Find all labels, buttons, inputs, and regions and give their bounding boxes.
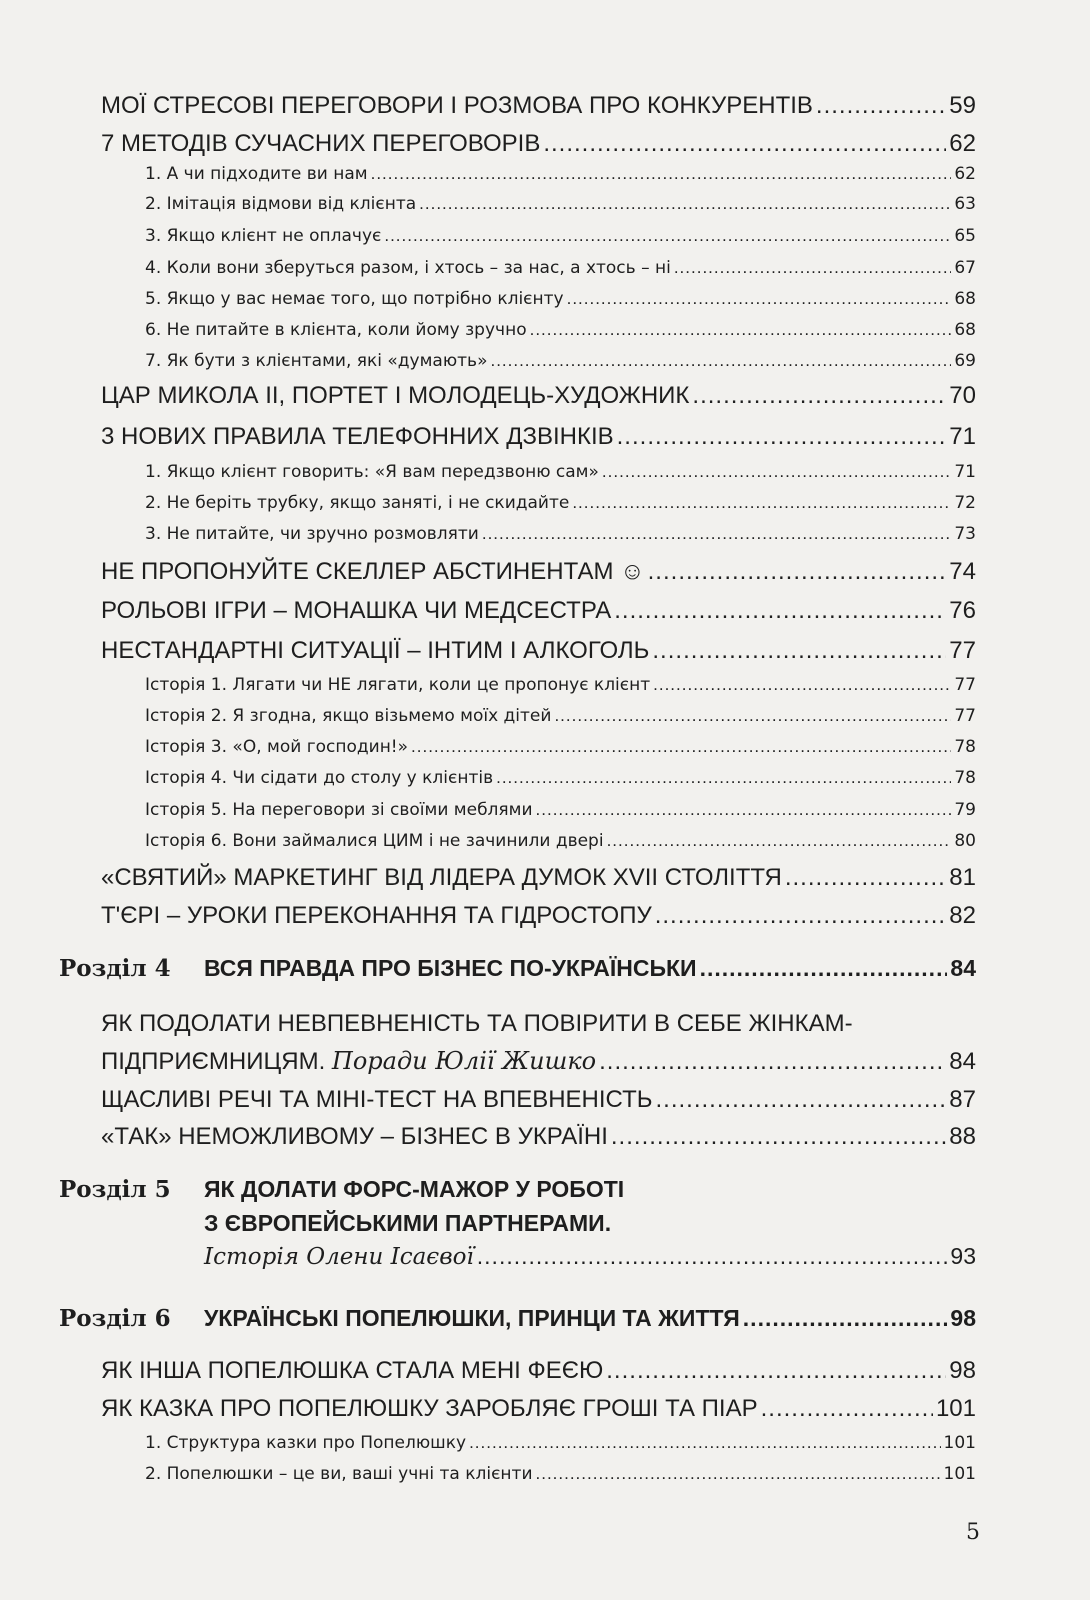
leader-dots <box>490 351 951 371</box>
toc-entry-page: 77 <box>954 706 976 726</box>
toc-entry-title: 2. Не беріть трубку, якщо заняті, і не скидайте <box>145 493 570 513</box>
toc-entry-title: 1. Якщо клієнт говорить: «Я вам передзвоню сам» <box>145 462 599 482</box>
leader-dots <box>606 1357 946 1385</box>
leader-dots <box>602 462 951 482</box>
leader-dots <box>700 955 948 982</box>
leader-dots <box>655 902 947 930</box>
toc-entry-page: 76 <box>949 597 976 624</box>
leader-dots <box>567 289 952 309</box>
leader-dots <box>653 675 951 695</box>
toc-entry-page: 68 <box>954 320 976 340</box>
toc-subentry[interactable] <box>145 706 976 726</box>
toc-entry-title: МОЇ СТРЕСОВІ ПЕРЕГОВОРИ І РОЗМОВА ПРО КОНКУРЕНТІВ <box>101 92 813 119</box>
toc-entry[interactable] <box>101 558 976 586</box>
leader-dots <box>816 92 946 120</box>
leader-dots <box>411 737 951 757</box>
toc-entry-page: 59 <box>949 92 976 119</box>
toc-entry-page: 63 <box>954 194 976 214</box>
toc-entry-page: 65 <box>954 226 976 246</box>
toc-subentry[interactable] <box>145 194 976 214</box>
leader-dots <box>785 864 946 892</box>
chapter-heading[interactable] <box>204 1243 976 1270</box>
toc-subentry[interactable] <box>145 524 976 544</box>
toc-entry-title: Історія 5. На переговори зі своїми меблями <box>145 800 533 820</box>
toc-entry-title: РОЛЬОВІ ІГРИ – МОНАШКА ЧИ МЕДСЕСТРА <box>101 597 612 624</box>
toc-entry-title: «СВЯТИЙ» МАРКЕТИНГ ВІД ЛІДЕРА ДУМОК XVII СТОЛІТТЯ <box>101 864 782 891</box>
toc-entry-page: 72 <box>954 493 976 513</box>
toc-entry[interactable] <box>101 1047 976 1076</box>
toc-entry-page: 74 <box>949 558 976 585</box>
toc-entry[interactable] <box>101 382 976 410</box>
page-number: 5 <box>966 1520 980 1545</box>
toc-entry[interactable] <box>101 1395 976 1423</box>
toc-entry-title: 6. Не питайте в клієнта, коли йому зручно <box>145 320 527 340</box>
toc-entry[interactable] <box>101 130 976 158</box>
chapter-title-line: ЯК ДОЛАТИ ФОРС-МАЖОР У РОБОТІ <box>204 1176 625 1202</box>
toc-entry-title-line: ЯК ПОДОЛАТИ НЕВПЕВНЕНІСТЬ ТА ПОВІРИТИ В СЕБЕ ЖІНКАМ- <box>101 1010 853 1037</box>
toc-entry-page: 84 <box>949 1048 976 1075</box>
toc-entry-title: Історія 3. «О, мой господин!» <box>145 737 409 757</box>
leader-dots <box>371 164 952 184</box>
toc-subentry[interactable] <box>145 320 976 340</box>
chapter-heading[interactable] <box>59 955 976 982</box>
toc-entry-title: «ТАК» НЕМОЖЛИВОМУ – БІЗНЕС В УКРАЇНІ <box>101 1123 608 1150</box>
toc-entry-page: 77 <box>954 675 976 695</box>
leader-dots <box>656 1086 947 1114</box>
toc-entry-page: 79 <box>954 800 976 820</box>
leader-dots <box>648 558 947 586</box>
toc-entry-page: 101 <box>935 1395 976 1422</box>
leader-dots <box>536 800 952 820</box>
leader-dots <box>384 226 951 246</box>
toc-entry[interactable] <box>101 637 976 665</box>
toc-entry-title: 3. Якщо клієнт не оплачує <box>145 226 382 246</box>
toc-subentry[interactable] <box>145 493 976 513</box>
toc-entry-page: 78 <box>954 768 976 788</box>
chapter-label: Розділ 5 <box>59 1176 171 1203</box>
toc-entry-page: 68 <box>954 289 976 309</box>
toc-entry-title: 2. Імітація відмови від клієнта <box>145 194 417 214</box>
toc-subentry[interactable] <box>145 675 976 695</box>
chapter-heading[interactable] <box>59 1305 976 1332</box>
toc-entry-page: 69 <box>954 351 976 371</box>
leader-dots <box>572 493 951 513</box>
toc-entry-page: 87 <box>949 1086 976 1113</box>
toc-subentry[interactable] <box>145 258 976 278</box>
toc-subentry[interactable] <box>145 226 976 246</box>
toc-entry-title: 3 НОВИХ ПРАВИЛА ТЕЛЕФОННИХ ДЗВІНКІВ <box>101 423 614 450</box>
toc-entry-title: 3. Не питайте, чи зручно розмовляти <box>145 524 479 544</box>
toc-entry-title: 1. А чи підходите ви нам <box>145 164 368 184</box>
toc-subentry[interactable] <box>145 289 976 309</box>
leader-dots <box>674 258 952 278</box>
chapter-page: 84 <box>950 955 976 981</box>
toc-entry-title: Історія 2. Я згодна, якщо візьмемо моїх дітей <box>145 706 552 726</box>
leader-dots <box>611 1123 946 1151</box>
leader-dots <box>607 831 952 851</box>
toc-entry-page: 73 <box>954 524 976 544</box>
toc-entry-page: 67 <box>954 258 976 278</box>
toc-entry-title: 5. Якщо у вас немає того, що потрібно клієнту <box>145 289 564 309</box>
toc-entry-title: ЯК ІНША ПОПЕЛЮШКА СТАЛА МЕНІ ФЕЄЮ <box>101 1357 604 1384</box>
toc-subentry[interactable] <box>145 351 976 371</box>
toc-entry-page: 101 <box>943 1433 976 1453</box>
toc-entry-title: Т'ЄРІ – УРОКИ ПЕРЕКОНАННЯ ТА ГІДРОСТОПУ <box>101 902 652 929</box>
leader-dots <box>761 1395 933 1423</box>
chapter-title: УКРАЇНСЬКІ ПОПЕЛЮШКИ, ПРИНЦИ ТА ЖИТТЯ <box>204 1305 740 1331</box>
toc-entry-title: ЩАСЛИВІ РЕЧІ ТА МІНІ-ТЕСТ НА ВПЕВНЕНІСТЬ <box>101 1086 653 1113</box>
toc-entry-page: 62 <box>949 130 976 157</box>
chapter-subtitle: Історія Олени Ісаєвої <box>204 1244 474 1270</box>
toc-entry-page: 71 <box>949 423 976 450</box>
toc-entry-title: ПІДПРИЄМНИЦЯМ. <box>101 1048 332 1075</box>
toc-entry-page: 78 <box>954 737 976 757</box>
leader-dots <box>652 637 946 665</box>
toc-entry-title: Історія 4. Чи сідати до столу у клієнтів <box>145 768 494 788</box>
leader-dots <box>743 1305 948 1332</box>
chapter-title-line: З ЄВРОПЕЙСЬКИМИ ПАРТНЕРАМИ. <box>204 1210 612 1236</box>
leader-dots <box>482 524 952 544</box>
chapter-page: 98 <box>950 1305 976 1331</box>
toc-entry-title: Історія 1. Лягати чи НЕ лягати, коли це пропонує клієнт <box>145 675 651 695</box>
leader-dots <box>614 597 946 625</box>
leader-dots <box>496 768 951 788</box>
leader-dots <box>477 1243 948 1270</box>
toc-subentry[interactable] <box>145 800 976 820</box>
toc-subentry[interactable] <box>145 1433 976 1453</box>
toc-entry-title: 1. Структура казки про Попелюшку <box>145 1433 467 1453</box>
chapter-title: ВСЯ ПРАВДА ПРО БІЗНЕС ПО-УКРАЇНСЬКИ <box>204 955 697 981</box>
toc-entry-page: 71 <box>954 462 976 482</box>
toc-entry-page: 80 <box>954 831 976 851</box>
toc-entry-title: НЕ ПРОПОНУЙТЕ СКЕЛЛЕР АБСТИНЕНТАМ ☺ <box>101 558 645 585</box>
toc-subentry[interactable] <box>145 737 976 757</box>
toc-entry[interactable] <box>101 1357 976 1385</box>
toc-entry[interactable] <box>101 864 976 892</box>
leader-dots <box>419 194 951 214</box>
toc-entry-title: НЕСТАНДАРТНІ СИТУАЦІЇ – ІНТИМ І АЛКОГОЛЬ <box>101 637 650 664</box>
toc-entry-page: 70 <box>949 382 976 409</box>
toc-entry-title: 4. Коли вони зберуться разом, і хтось – за нас, а хтось – ні <box>145 258 671 278</box>
toc-subentry[interactable] <box>145 462 976 482</box>
toc-subentry[interactable] <box>145 1464 976 1484</box>
toc-entry[interactable] <box>101 1086 976 1114</box>
toc-entry-title: 7. Як бути з клієнтами, які «думають» <box>145 351 488 371</box>
toc-subentry[interactable] <box>145 164 976 184</box>
toc-entry[interactable] <box>101 92 976 120</box>
toc-subentry[interactable] <box>145 768 976 788</box>
leader-dots <box>554 706 951 726</box>
toc-entry[interactable] <box>101 597 976 625</box>
toc-entry-title: ЯК КАЗКА ПРО ПОПЕЛЮШКУ ЗАРОБЛЯЄ ГРОШІ ТА ПІАР <box>101 1395 758 1422</box>
leader-dots <box>543 130 946 158</box>
toc-entry-page: 88 <box>949 1123 976 1150</box>
toc-entry-page: 77 <box>949 637 976 664</box>
leader-dots <box>599 1048 946 1076</box>
leader-dots <box>469 1433 940 1453</box>
leader-dots <box>536 1464 941 1484</box>
toc-entry-page: 98 <box>949 1357 976 1384</box>
toc-entry-page: 82 <box>949 902 976 929</box>
toc-entry-title: 7 МЕТОДІВ СУЧАСНИХ ПЕРЕГОВОРІВ <box>101 130 541 157</box>
toc-entry-title: ЦАР МИКОЛА ІІ, ПОРТЕТ І МОЛОДЕЦЬ-ХУДОЖНИК <box>101 382 690 409</box>
toc-entry-title: Історія 6. Вони займалися ЦИМ і не зачинили двері <box>145 831 604 851</box>
toc-entry[interactable] <box>101 423 976 451</box>
leader-dots <box>617 423 947 451</box>
chapter-page: 93 <box>950 1243 976 1269</box>
toc-subentry[interactable] <box>145 831 976 851</box>
toc-entry-page: 101 <box>943 1464 976 1484</box>
toc-entry-author: Поради Юлії Жишко <box>331 1047 597 1075</box>
toc-entry[interactable] <box>101 1123 976 1151</box>
toc-entry-page: 81 <box>949 864 976 891</box>
chapter-label: Розділ 4 <box>59 955 171 982</box>
toc-entry-page: 62 <box>954 164 976 184</box>
toc-entry-title: 2. Попелюшки – це ви, ваші учні та клієнти <box>145 1464 533 1484</box>
leader-dots <box>692 382 946 410</box>
chapter-label: Розділ 6 <box>59 1305 171 1332</box>
toc-entry[interactable] <box>101 902 976 930</box>
leader-dots <box>530 320 952 340</box>
